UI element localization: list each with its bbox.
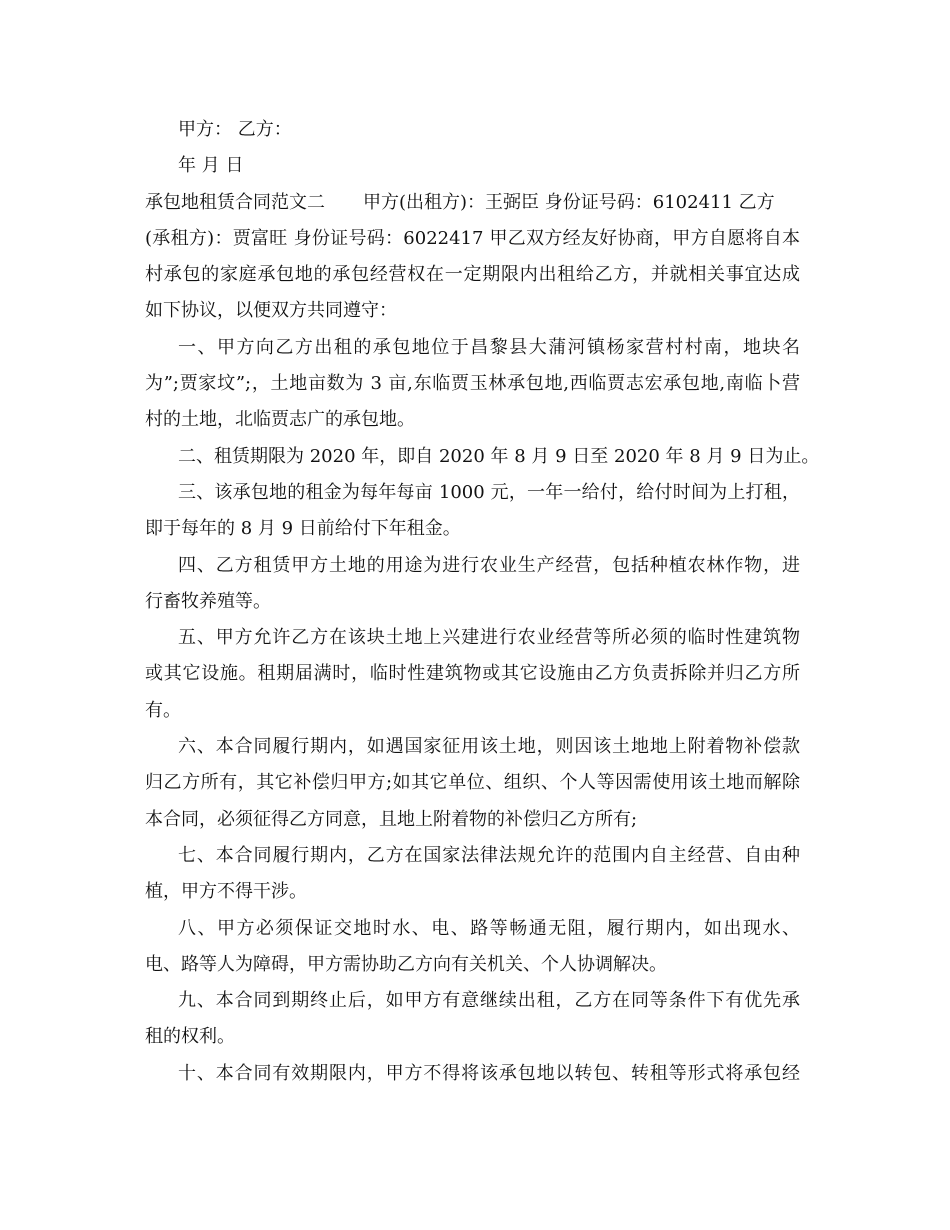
clause-line: 电、路等人为障碍，甲方需协助乙方向有关机关、个人协调解决。 (145, 953, 667, 975)
clause-line: 植，甲方不得干涉。 (145, 881, 307, 903)
clause-line: 四、乙方租赁甲方土地的用途为进行农业生产经营，包括种植农林作物，进 (178, 554, 800, 576)
clause-line: 行畜牧养殖等。 (145, 590, 271, 612)
clause-line: 租的权利。 (145, 1026, 235, 1048)
intro-line: 如下协议，以便双方共同遵守： (145, 300, 397, 322)
clause-line: 九、本合同到期终止后，如甲方有意继续出租，乙方在同等条件下有优先承 (178, 990, 800, 1012)
intro-line (145, 185, 800, 221)
clause-line: 归乙方所有，其它补偿归甲方;如其它单位、组织、个人等因需使用该土地而解除 (145, 772, 800, 794)
date-line: 年 月 日 (178, 155, 244, 177)
intro-line: (承租方)：贾富旺 身份证号码：6022417 甲乙双方经友好协商，甲方自愿将自本 (145, 227, 800, 249)
clause-line: 一、甲方向乙方出租的承包地位于昌黎县大蒲河镇杨家营村村南，地块名 (178, 336, 800, 358)
document-title: 承包地租赁合同范文二 (145, 191, 325, 213)
clause-line: 本合同，必须征得乙方同意，且地上附着物的补偿归乙方所有; (145, 808, 638, 830)
intro-line: 村承包的家庭承包地的承包经营权在一定期限内出租给乙方，并就相关事宜达成 (145, 264, 800, 286)
clause-line: 村的土地，北临贾志广的承包地。 (145, 409, 415, 431)
clause-line: 二、租赁期限为 2020 年，即自 2020 年 8 月 9 日至 2020 年 8 月 9 日为止。 (178, 445, 820, 467)
intro-text: 甲方(出租方)：王弼臣 身份证号码：6102411 乙方 (363, 191, 775, 213)
clause-line: 三、该承包地的租金为每年每亩 1000 元，一年一给付，给付时间为上打租， (178, 481, 800, 503)
clause-line: 即于每年的 8 月 9 日前给付下年租金。 (145, 518, 461, 540)
parties-line: 甲方： 乙方： (178, 119, 292, 140)
clause-line: 为”;贾家坟”;，土地亩数为 3 亩,东临贾玉林承包地,西临贾志宏承包地,南临卜营 (145, 373, 800, 395)
clause-line: 或其它设施。租期届满时，临时性建筑物或其它设施由乙方负责拆除并归乙方所 (145, 663, 800, 685)
clause-line: 有。 (145, 699, 181, 721)
clause-line: 六、本合同履行期内，如遇国家征用该土地，则因该土地地上附着物补偿款 (178, 736, 800, 758)
clause-line: 八、甲方必须保证交地时水、电、路等畅通无阻，履行期内，如出现水、 (178, 917, 800, 939)
clause-line: 十、本合同有效期限内，甲方不得将该承包地以转包、转租等形式将承包经 (178, 1062, 800, 1084)
clause-line: 五、甲方允许乙方在该块土地上兴建进行农业经营等所必须的临时性建筑物 (178, 627, 800, 649)
clause-line: 七、本合同履行期内，乙方在国家法律法规允许的范围内自主经营、自由种 (178, 844, 800, 866)
document-body (145, 112, 820, 1092)
